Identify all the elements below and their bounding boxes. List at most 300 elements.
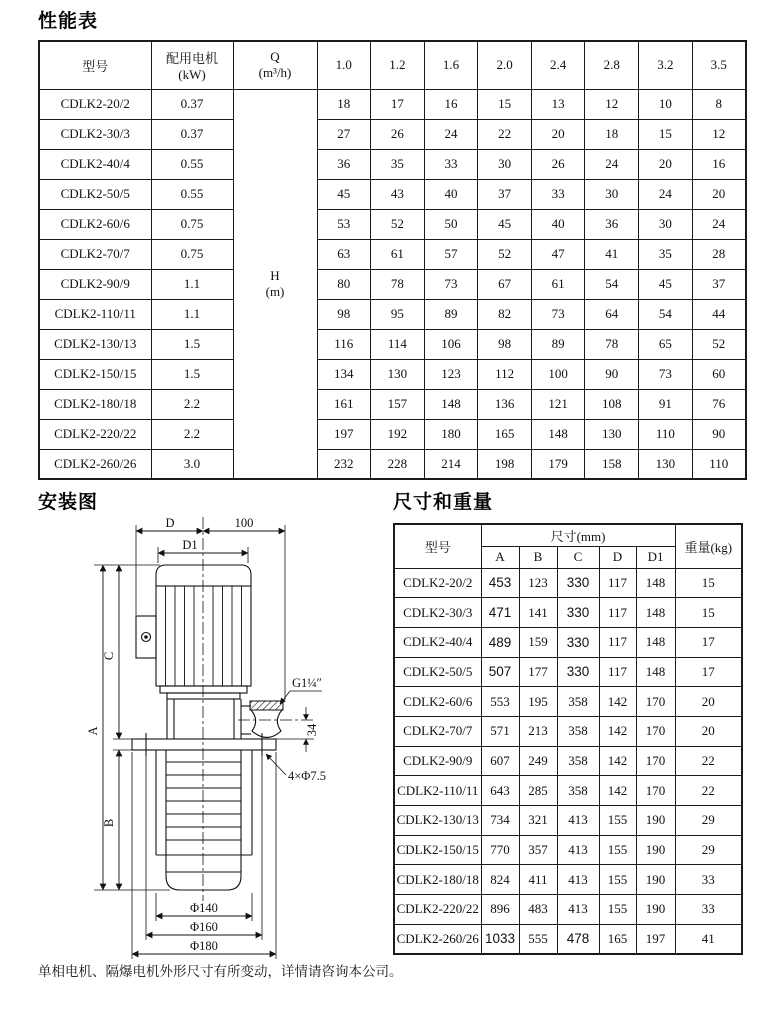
dims-row — [394, 627, 742, 657]
perf-head-cell: 37 — [478, 179, 532, 209]
perf-row — [39, 449, 746, 479]
dim-label-d: D — [165, 516, 175, 530]
dims-value-cell: 117 — [599, 568, 636, 598]
perf-head-cell: 90 — [692, 419, 746, 449]
perf-head-cell: 78 — [371, 269, 425, 299]
dims-value-cell: 142 — [599, 776, 636, 806]
perf-head-cell: 89 — [424, 299, 478, 329]
perf-head-cell: 98 — [478, 329, 532, 359]
dims-weight-cell: 41 — [675, 924, 742, 954]
perf-head-cell: 179 — [531, 449, 585, 479]
dims-value-cell: 321 — [519, 806, 557, 836]
dims-value-cell: 553 — [481, 687, 519, 717]
perf-model-cell: CDLK2-110/11 — [39, 299, 151, 329]
discharge-port-hatch — [250, 701, 283, 710]
perf-head-cell: 24 — [692, 209, 746, 239]
perf-head-cell: 18 — [585, 119, 639, 149]
motor-base-flange — [160, 686, 247, 693]
dims-value-cell: 358 — [557, 716, 599, 746]
perf-head-cell: 64 — [585, 299, 639, 329]
perf-head-cell: 35 — [639, 239, 693, 269]
perf-head-cell: 15 — [639, 119, 693, 149]
dims-model-cell: CDLK2-50/5 — [394, 657, 481, 687]
dims-value-cell: 123 — [519, 568, 557, 598]
dims-weight-cell: 20 — [675, 716, 742, 746]
dims-model-cell: CDLK2-70/7 — [394, 716, 481, 746]
perf-head-cell: 108 — [585, 389, 639, 419]
perf-head-cell: 24 — [585, 149, 639, 179]
perf-head-cell: 180 — [424, 419, 478, 449]
dims-value-cell: 142 — [599, 746, 636, 776]
perf-head-cell: 22 — [478, 119, 532, 149]
perf-head-cell: 26 — [371, 119, 425, 149]
perf-head-cell: 78 — [585, 329, 639, 359]
perf-head-cell: 50 — [424, 209, 478, 239]
perf-model-cell: CDLK2-50/5 — [39, 179, 151, 209]
perf-head-cell: 76 — [692, 389, 746, 419]
dims-value-cell: 141 — [519, 598, 557, 628]
motor-fins — [166, 586, 242, 686]
perf-head-cell: 33 — [531, 179, 585, 209]
dims-subcol-header: D — [599, 546, 636, 568]
perf-head-cell: 198 — [478, 449, 532, 479]
perf-power-cell: 0.55 — [151, 179, 233, 209]
holes-label: 4×Φ7.5 — [288, 769, 327, 783]
dims-row — [394, 598, 742, 628]
dims-subcol-header: A — [481, 546, 519, 568]
dims-value-cell: 330 — [557, 657, 599, 687]
perf-row — [39, 179, 746, 209]
perf-col-q-line2: (m³/h) — [258, 65, 292, 81]
dims-row — [394, 657, 742, 687]
perf-model-cell: CDLK2-30/3 — [39, 119, 151, 149]
perf-power-cell: 0.55 — [151, 149, 233, 179]
perf-head-cell: 91 — [639, 389, 693, 419]
perf-head-cell: 157 — [371, 389, 425, 419]
dims-value-cell: 190 — [636, 835, 675, 865]
perf-head-cell: 45 — [317, 179, 371, 209]
perf-head-cell: 121 — [531, 389, 585, 419]
perf-row — [39, 359, 746, 389]
perf-head-cell: 110 — [639, 419, 693, 449]
dims-value-cell: 507 — [481, 657, 519, 687]
perf-col-motor — [151, 41, 233, 89]
dims-value-cell: 148 — [636, 627, 675, 657]
dims-row — [394, 687, 742, 717]
dim-label-34: 34 — [305, 723, 319, 737]
dims-value-cell: 330 — [557, 568, 599, 598]
dims-value-cell: 413 — [557, 806, 599, 836]
perf-head-cell: 63 — [317, 239, 371, 269]
perf-head-cell: 90 — [585, 359, 639, 389]
dims-value-cell: 413 — [557, 865, 599, 895]
perf-head-cell: 136 — [478, 389, 532, 419]
dims-value-cell: 197 — [636, 924, 675, 954]
perf-model-cell: CDLK2-180/18 — [39, 389, 151, 419]
perf-model-cell: CDLK2-40/4 — [39, 149, 151, 179]
mounting-plate — [132, 739, 276, 750]
perf-power-cell: 2.2 — [151, 389, 233, 419]
perf-head-cell: 57 — [424, 239, 478, 269]
perf-head-cell: 16 — [424, 89, 478, 119]
dims-value-cell: 155 — [599, 865, 636, 895]
dims-value-cell: 159 — [519, 627, 557, 657]
dims-weight-cell: 15 — [675, 598, 742, 628]
dims-model-cell: CDLK2-90/9 — [394, 746, 481, 776]
perf-power-cell: 3.0 — [151, 449, 233, 479]
motor-cap — [156, 565, 251, 586]
perf-head-cell: 40 — [531, 209, 585, 239]
perf-power-cell: 1.5 — [151, 359, 233, 389]
dims-value-cell: 117 — [599, 627, 636, 657]
dims-model-cell: CDLK2-30/3 — [394, 598, 481, 628]
terminal-box-gland-center — [144, 635, 148, 639]
dims-value-cell: 155 — [599, 806, 636, 836]
perf-row — [39, 329, 746, 359]
perf-head-cell: 15 — [478, 89, 532, 119]
dim-label-180: Φ180 — [190, 939, 218, 953]
perf-head-cell: 130 — [371, 359, 425, 389]
perf-head-cell: 30 — [639, 209, 693, 239]
dims-value-cell: 358 — [557, 746, 599, 776]
perf-head-cell: 73 — [531, 299, 585, 329]
perf-head-cell: 37 — [692, 269, 746, 299]
dims-value-cell: 413 — [557, 835, 599, 865]
dims-value-cell: 195 — [519, 687, 557, 717]
pump-bottom-cup — [166, 855, 241, 890]
dims-value-cell: 190 — [636, 895, 675, 925]
perf-head-cell: 33 — [424, 149, 478, 179]
perf-head-cell: 112 — [478, 359, 532, 389]
dims-value-cell: 142 — [599, 716, 636, 746]
perf-row — [39, 299, 746, 329]
dims-value-cell: 478 — [557, 924, 599, 954]
perf-row — [39, 269, 746, 299]
dims-row — [394, 716, 742, 746]
perf-head-cell: 26 — [531, 149, 585, 179]
perf-head-cell: 30 — [585, 179, 639, 209]
dims-row — [394, 835, 742, 865]
perf-head-cell: 47 — [531, 239, 585, 269]
perf-head-cell: 41 — [585, 239, 639, 269]
perf-head-cell: 36 — [317, 149, 371, 179]
perf-head-cell: 52 — [371, 209, 425, 239]
dims-value-cell: 413 — [557, 895, 599, 925]
dims-value-cell: 571 — [481, 716, 519, 746]
dims-value-cell: 607 — [481, 746, 519, 776]
dims-value-cell: 411 — [519, 865, 557, 895]
dims-value-cell: 357 — [519, 835, 557, 865]
perf-power-cell: 0.75 — [151, 209, 233, 239]
dims-model-cell: CDLK2-60/6 — [394, 687, 481, 717]
dims-value-cell: 170 — [636, 746, 675, 776]
perf-head-cell: 228 — [371, 449, 425, 479]
perf-row — [39, 389, 746, 419]
perf-model-cell: CDLK2-70/7 — [39, 239, 151, 269]
dims-model-cell: CDLK2-40/4 — [394, 627, 481, 657]
perf-head-cell: 40 — [424, 179, 478, 209]
perf-header-row — [39, 41, 746, 89]
perf-head-cell: 95 — [371, 299, 425, 329]
dims-value-cell: 285 — [519, 776, 557, 806]
perf-model-cell: CDLK2-220/22 — [39, 419, 151, 449]
perf-head-cell: 192 — [371, 419, 425, 449]
dim-label-a: A — [86, 726, 100, 736]
perf-model-cell: CDLK2-130/13 — [39, 329, 151, 359]
perf-head-cell: 106 — [424, 329, 478, 359]
perf-model-cell: CDLK2-20/2 — [39, 89, 151, 119]
perf-power-cell: 0.75 — [151, 239, 233, 269]
perf-row — [39, 239, 746, 269]
perf-head-cell: 110 — [692, 449, 746, 479]
dims-value-cell: 148 — [636, 598, 675, 628]
perf-head-cell: 24 — [639, 179, 693, 209]
dims-value-cell: 896 — [481, 895, 519, 925]
perf-head-cell: 20 — [531, 119, 585, 149]
footer-note: 单相电机、隔爆电机外形尺寸有所变动，详情请咨询本公司。 — [38, 964, 403, 979]
dims-row — [394, 865, 742, 895]
perf-head-cell: 158 — [585, 449, 639, 479]
perf-head-cell: 73 — [639, 359, 693, 389]
perf-head-cell: 52 — [692, 329, 746, 359]
dims-value-cell: 358 — [557, 776, 599, 806]
dim-label-c: C — [102, 651, 116, 661]
dims-row — [394, 568, 742, 598]
dims-row — [394, 806, 742, 836]
perf-head-cell: 130 — [639, 449, 693, 479]
perf-row — [39, 419, 746, 449]
perf-head-cell: 130 — [585, 419, 639, 449]
dims-value-cell: 1033 — [481, 924, 519, 954]
dim-label-160: Φ160 — [190, 920, 218, 934]
perf-col-q — [233, 41, 317, 89]
perf-power-cell: 0.37 — [151, 119, 233, 149]
dims-value-cell: 330 — [557, 627, 599, 657]
perf-head-cell: 13 — [531, 89, 585, 119]
perf-flow-header: 3.5 — [692, 41, 746, 89]
perf-head-cell: 35 — [371, 149, 425, 179]
perf-head-cell: 61 — [371, 239, 425, 269]
perf-flow-header: 1.0 — [317, 41, 371, 89]
perf-head-cell: 148 — [531, 419, 585, 449]
dims-weight-cell: 29 — [675, 806, 742, 836]
perf-flow-header: 2.4 — [531, 41, 585, 89]
perf-head-cell: 28 — [692, 239, 746, 269]
perf-head-cell: 161 — [317, 389, 371, 419]
perf-head-cell: 232 — [317, 449, 371, 479]
perf-row — [39, 149, 746, 179]
perf-head-cell: 82 — [478, 299, 532, 329]
perf-col-motor-line1: 配用电机 — [165, 50, 218, 66]
dims-value-cell: 170 — [636, 776, 675, 806]
install-section-title: 安装图 — [38, 492, 99, 513]
dims-value-cell: 190 — [636, 806, 675, 836]
perf-head-cell: 17 — [371, 89, 425, 119]
dims-value-cell: 471 — [481, 598, 519, 628]
dims-subcol-header: C — [557, 546, 599, 568]
perf-model-cell: CDLK2-150/15 — [39, 359, 151, 389]
perf-head-cell: 60 — [692, 359, 746, 389]
perf-head-cell: 116 — [317, 329, 371, 359]
dims-weight-cell: 22 — [675, 746, 742, 776]
perf-head-cell: 45 — [478, 209, 532, 239]
dims-model-cell: CDLK2-220/22 — [394, 895, 481, 925]
dims-value-cell: 489 — [481, 627, 519, 657]
perf-head-cell: 10 — [639, 89, 693, 119]
dims-value-cell: 824 — [481, 865, 519, 895]
dims-subcol-header: D1 — [636, 546, 675, 568]
perf-flow-header: 1.6 — [424, 41, 478, 89]
installation-diagram — [30, 503, 390, 963]
perf-power-cell: 2.2 — [151, 419, 233, 449]
perf-head-cell: 43 — [371, 179, 425, 209]
dims-row — [394, 746, 742, 776]
perf-head-cell: 24 — [424, 119, 478, 149]
motor-body — [156, 586, 251, 686]
perf-head-cell: 16 — [692, 149, 746, 179]
dims-col-weight: 重量(kg) — [675, 524, 742, 568]
dims-weight-cell: 29 — [675, 835, 742, 865]
dims-value-cell: 170 — [636, 716, 675, 746]
perf-head-cell: 27 — [317, 119, 371, 149]
perf-flow-header: 1.2 — [371, 41, 425, 89]
dims-value-cell: 249 — [519, 746, 557, 776]
perf-head-cell: 61 — [531, 269, 585, 299]
dims-model-cell: CDLK2-110/11 — [394, 776, 481, 806]
perf-head-cell: 80 — [317, 269, 371, 299]
dims-value-cell: 177 — [519, 657, 557, 687]
dims-model-cell: CDLK2-150/15 — [394, 835, 481, 865]
perf-head-cell: 197 — [317, 419, 371, 449]
dims-value-cell: 155 — [599, 835, 636, 865]
perf-head-cell: 12 — [585, 89, 639, 119]
dims-section-title: 尺寸和重量 — [393, 492, 494, 513]
perf-head-cell: 52 — [478, 239, 532, 269]
motor-base-step — [167, 693, 240, 699]
perf-head-cell: 65 — [639, 329, 693, 359]
dims-value-cell: 643 — [481, 776, 519, 806]
perf-head-cell: 54 — [585, 269, 639, 299]
perf-head-cell: 100 — [531, 359, 585, 389]
dims-col-group: 尺寸(mm) — [481, 524, 675, 546]
dims-value-cell: 330 — [557, 598, 599, 628]
dims-weight-cell: 17 — [675, 627, 742, 657]
pump-barrel — [156, 750, 252, 855]
perf-row — [39, 89, 746, 119]
dims-weight-cell: 33 — [675, 865, 742, 895]
perf-head-cell: 45 — [639, 269, 693, 299]
dims-value-cell: 148 — [636, 568, 675, 598]
perf-section-title: 性能表 — [38, 11, 99, 32]
dims-row — [394, 776, 742, 806]
perf-col-motor-line2: (kW) — [178, 66, 206, 82]
perf-head-cell: 54 — [639, 299, 693, 329]
dims-model-cell: CDLK2-20/2 — [394, 568, 481, 598]
dims-value-cell: 190 — [636, 865, 675, 895]
dims-value-cell: 117 — [599, 657, 636, 687]
h-unit-cell: H (m) — [233, 89, 317, 479]
dims-col-model: 型号 — [394, 524, 481, 568]
dims-value-cell: 165 — [599, 924, 636, 954]
perf-flow-header: 2.8 — [585, 41, 639, 89]
dimensions-table — [393, 523, 743, 955]
perf-head-cell: 148 — [424, 389, 478, 419]
perf-head-cell: 30 — [478, 149, 532, 179]
dims-model-cell: CDLK2-180/18 — [394, 865, 481, 895]
dims-weight-cell: 17 — [675, 657, 742, 687]
perf-head-cell: 73 — [424, 269, 478, 299]
perf-power-cell: 1.5 — [151, 329, 233, 359]
perf-table-body — [39, 89, 746, 479]
perf-model-cell: CDLK2-90/9 — [39, 269, 151, 299]
perf-flow-header: 2.0 — [478, 41, 532, 89]
dims-value-cell: 213 — [519, 716, 557, 746]
dims-value-cell: 117 — [599, 598, 636, 628]
dims-value-cell: 555 — [519, 924, 557, 954]
dims-weight-cell: 33 — [675, 895, 742, 925]
perf-head-cell: 53 — [317, 209, 371, 239]
dims-value-cell: 358 — [557, 687, 599, 717]
dims-weight-cell: 20 — [675, 687, 742, 717]
perf-model-cell: CDLK2-260/26 — [39, 449, 151, 479]
perf-col-q-line1: Q — [270, 49, 280, 65]
dims-model-cell: CDLK2-130/13 — [394, 806, 481, 836]
perf-head-cell: 98 — [317, 299, 371, 329]
dims-model-cell: CDLK2-260/26 — [394, 924, 481, 954]
perf-head-cell: 12 — [692, 119, 746, 149]
discharge-port-body — [251, 710, 282, 738]
perf-head-cell: 89 — [531, 329, 585, 359]
dims-table-body — [394, 568, 742, 954]
dims-value-cell: 148 — [636, 657, 675, 687]
dims-value-cell: 770 — [481, 835, 519, 865]
perf-head-cell: 123 — [424, 359, 478, 389]
perf-row — [39, 119, 746, 149]
dim-label-140: Φ140 — [190, 901, 218, 915]
perf-head-cell: 18 — [317, 89, 371, 119]
pump-head — [167, 699, 251, 739]
perf-head-cell: 20 — [692, 179, 746, 209]
dim-label-b: B — [102, 818, 116, 828]
perf-head-cell: 67 — [478, 269, 532, 299]
perf-power-cell: 1.1 — [151, 269, 233, 299]
dims-value-cell: 734 — [481, 806, 519, 836]
perf-head-cell: 214 — [424, 449, 478, 479]
dims-subcol-header: B — [519, 546, 557, 568]
perf-col-model: 型号 — [39, 41, 151, 89]
perf-power-cell: 0.37 — [151, 89, 233, 119]
dims-header-row1 — [394, 524, 742, 546]
dims-row — [394, 895, 742, 925]
dims-value-cell: 453 — [481, 568, 519, 598]
perf-head-cell: 44 — [692, 299, 746, 329]
perf-head-cell: 8 — [692, 89, 746, 119]
perf-power-cell: 1.1 — [151, 299, 233, 329]
perf-head-cell: 165 — [478, 419, 532, 449]
perf-head-cell: 36 — [585, 209, 639, 239]
perf-head-cell: 114 — [371, 329, 425, 359]
dims-row — [394, 924, 742, 954]
perf-model-cell: CDLK2-60/6 — [39, 209, 151, 239]
dims-value-cell: 483 — [519, 895, 557, 925]
dims-value-cell: 155 — [599, 895, 636, 925]
dims-weight-cell: 22 — [675, 776, 742, 806]
perf-row — [39, 209, 746, 239]
dims-value-cell: 170 — [636, 687, 675, 717]
perf-head-cell: 134 — [317, 359, 371, 389]
dims-weight-cell: 15 — [675, 568, 742, 598]
dim-label-100: 100 — [234, 516, 254, 530]
